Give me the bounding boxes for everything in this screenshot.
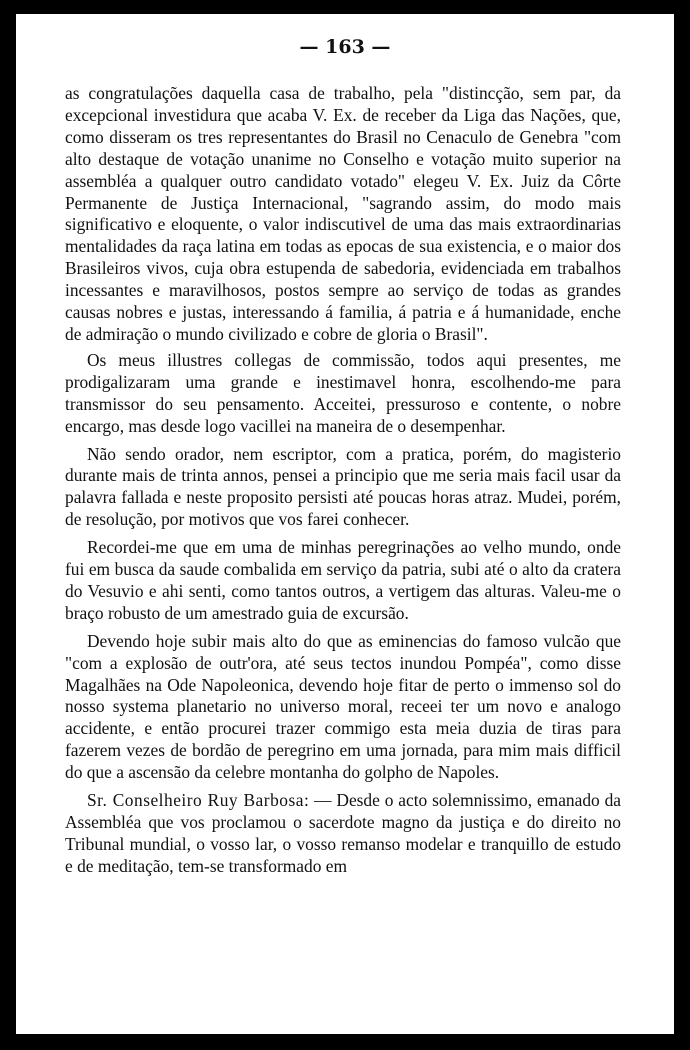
paragraph-address	[65, 790, 621, 878]
paragraph-oratory: Não sendo orador, nem escriptor, com a pratica, porém, do magisterio durante mais de trinta annos, pensei a principio que me seria mais facil usar da palavra fallada e neste proposito persisti até poucas horas atraz. Mudei, porém, de resolução, por motivos que vos farei conhecer.	[65, 443, 621, 530]
address-text: — Desde o acto solemnissimo, emanado da Assembléa que vos proclamou o sacerdote magno da justiça e do direito no Tribunal mundial, o vosso lar, o vosso remanso modelar e tranquillo de estudo e de meditação, tem-se transformado em	[65, 790, 621, 876]
paragraph-volcano: Devendo hoje subir mais alto do que as eminencias do famoso vulcão que "com a explosão de outr'ora, até seus tectos inundou Pompéa", como disse Magalhães na Ode Napoleonica, devendo hoje fitar de perto o immenso sol do nosso systema planetario no universo moral, receei ter um novo e analogo accidente, e então procurei trazer commigo esta meia duzia de tiras para fazerem vezes de bordão de peregrino em uma jornada, para mim mais difficil do que a ascensão da celebre montanha do golpho de Napoles.	[65, 630, 621, 783]
body-text	[65, 83, 621, 884]
page-number: — 163 —	[299, 36, 391, 58]
paragraph-continuation: as congratulações daquella casa de trabalho, pela "distincção, sem par, da excepcional investidura que acaba V. Ex. de receber da Liga das Nações, que, como disseram os tres representantes do Brasil no Cenaculo de Genebra "com alto destaque de votação unanime no Conselho e votação muito superior na assembléa a qualquer outro candidato votado" elegeu V. Ex. Juiz da Côrte Permanente de Justiça Internacional, "sagrando assim, do modo mais significativo e eloquente, o valor indiscutivel de uma das mais extraordinarias mentalidades da raça latina em todas as epocas de sua existencia, e o maior dos Brasileiros vivos, cuja obra estupenda de sabedoria, evidenciada em trabalhos incessantes e maravilhosos, postos sempre ao serviço de todas as grandes causas nobres e justas, interessando á familia, á patria e á humanidade, enche de admiração o mundo civilizado e cobre de gloria o Brasil".	[65, 83, 621, 344]
paragraph-commission: Os meus illustres collegas de commissão, todos aqui presentes, me prodigalizaram uma grande e inestimavel honra, escolhendo-me para transmissor do seu pensamento. Acceitei, pressuroso e contente, o nobre encargo, mas desde logo vacillei na maneira de o desempenhar.	[65, 349, 621, 436]
speaker-name: Sr. Conselheiro Ruy Barbosa:	[87, 790, 310, 811]
book-page	[16, 14, 674, 1034]
paragraph-vesuvius: Recordei-me que em uma de minhas peregrinações ao velho mundo, onde fui em busca da saude combalida em serviço da patria, subi até o alto da cratera do Vesuvio e ahi senti, como tantos outros, a vertigem das alturas. Valeu-me o braço robusto de um amestrado guia de excursão.	[65, 537, 621, 623]
